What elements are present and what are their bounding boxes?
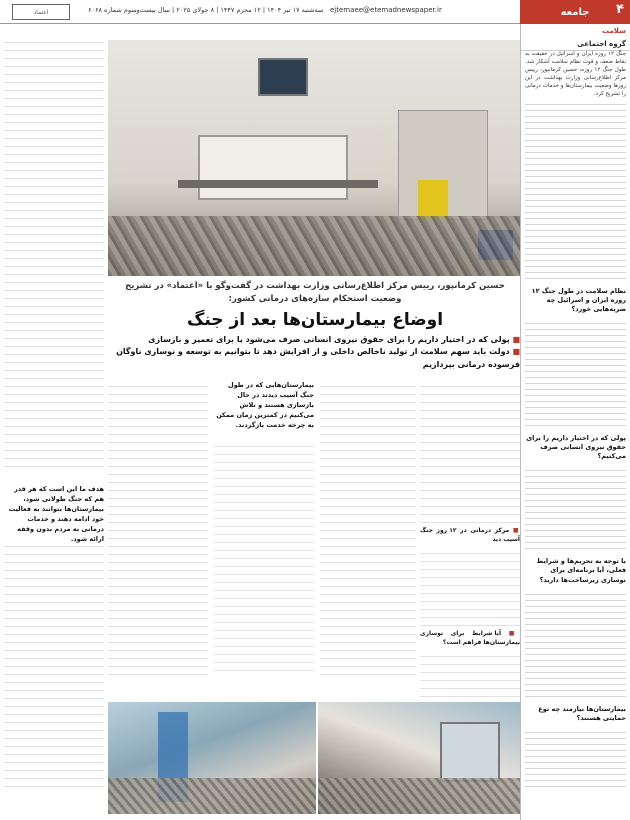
sidebar-intro: جنگ ۱۲ روزه ایران و اسرائیل در حقیقت به نقاط ضعف و قوت نظام سلامت آشکار شد. طول جنگ ۱۲ روزه، حسین کرمانپور، رییس مرکز اطلاع‌رسانی وزارت بهداشت در این روزها وضعیت بیمارستان‌ها و خدمات درمانی را تشریح کرد. xyxy=(525,51,626,97)
section-subhead xyxy=(420,526,520,545)
sidebar-question: بیمارستان‌ها نیازمند چه نوع حمایتی هستند؟ xyxy=(538,704,626,722)
bed-rail-shape xyxy=(178,180,378,188)
left-column-top xyxy=(4,36,104,468)
floor-debris-shape xyxy=(318,778,520,814)
square-bullet-icon: ■ xyxy=(501,629,520,637)
page-number: ۴ xyxy=(616,2,624,17)
sidebar-body xyxy=(521,318,630,430)
subhead-1: مرکز درمانی در ۱۲ روز جنگ آسیب دید xyxy=(420,526,520,543)
sidebar-question: پولی که در اختیار داریم را برای حقوق نیروی انسانی صرف می‌کنیم؟ xyxy=(526,434,626,461)
article-headline: اوضاع بیمارستان‌ها بعد از جنگ xyxy=(186,310,444,330)
middle-column-3 xyxy=(320,380,416,676)
damaged-corridor-photo xyxy=(318,702,520,814)
sidebar-question: با توجه به تحریم‌ها و شرایط فعلی، آیا برنامه‌ای برای نوسازی زیرساخت‌ها دارید؟ xyxy=(536,557,626,584)
subhead-2: آیا شرایط برای نوسازی بیمارستان‌ها فراهم است؟ xyxy=(420,629,520,646)
bin-shape xyxy=(418,180,448,220)
article-kicker: حسین کرمانپور، رییس مرکز اطلاع‌رسانی وزارت بهداشت در گفت‌وگو با «اعتماد» در تشریح وضعیت استحکام سازه‌های درمانی کشور: xyxy=(125,281,505,304)
sidebar-group: گروه اجتماعی xyxy=(521,38,630,51)
left-column-bottom xyxy=(4,540,104,788)
section-tag xyxy=(520,0,630,24)
pull-quote-left: هدف ما این است که هر قدر هم که جنگ طولانی شود، بیمارستان‌ها بتوانند به فعالیت خود ادامه دهند و خدمات درمانی به مردم بدون وقفه ارائه شود. xyxy=(8,485,104,544)
middle-column-4 xyxy=(420,380,520,706)
debris-shape xyxy=(108,216,520,276)
floor-debris-shape xyxy=(108,778,316,814)
section-subhead xyxy=(420,629,520,648)
sidebar-column xyxy=(520,24,630,820)
bullet-icon: ■ xyxy=(509,347,520,357)
section-email[interactable]: ejtemaee@etemadnewspaper.ir xyxy=(330,6,442,14)
damaged-ward-photo xyxy=(108,702,316,814)
square-bullet-icon: ■ xyxy=(509,526,520,534)
pull-quote-middle: بیمارستان‌هایی که در طول جنگ آسیب دیدند در حال بازسازی هستند و تلاش می‌کنیم در کمترین زمان ممکن به چرخه خدمت بازگردند. xyxy=(216,381,314,430)
sidebar-body xyxy=(521,727,630,791)
monitor-shape xyxy=(258,58,308,96)
middle-column-1 xyxy=(108,380,208,676)
window-frame-shape xyxy=(440,722,500,782)
sidebar-label: سلامت xyxy=(602,27,626,35)
hospital-damage-photo xyxy=(108,40,520,276)
sidebar-body xyxy=(521,589,630,701)
sidebar-question: نظام سلامت در طول جنگ ۱۲ روزه ایران و اسرائیل چه ضربه‌هایی خورد؟ xyxy=(531,286,626,313)
lead-line-1: پولی که در اختیار داریم را برای حقوق نیروی انسانی صرف می‌شود یا برای تعمیر و بازسازی xyxy=(148,335,510,344)
middle-column-2 xyxy=(214,440,314,672)
bullet-icon: ■ xyxy=(509,335,520,344)
section-title: جامعه xyxy=(560,6,590,18)
sidebar-body xyxy=(521,465,630,553)
hospital-bed-shape xyxy=(198,135,348,200)
lead-line-2: دولت باید سهم سلامت از تولید ناخالص داخلی و از افزایش دهد تا بتوانیم به توسعه و نوسازی ناوگان فرسوده درمانی بپردازیم xyxy=(116,347,520,369)
page-header xyxy=(0,0,630,24)
newspaper-logo: اعتماد xyxy=(12,4,70,20)
sidebar-body xyxy=(521,99,630,283)
article-lead xyxy=(110,334,520,371)
dateline: سه‌شنبه ۱۷ تیر ۱۴۰۴ | ۱۲ محرم ۱۴۴۷ | ۸ جولای ۲۰۲۵ | سال بیست‌وسوم شماره ۶۰۶۸ xyxy=(88,6,324,14)
